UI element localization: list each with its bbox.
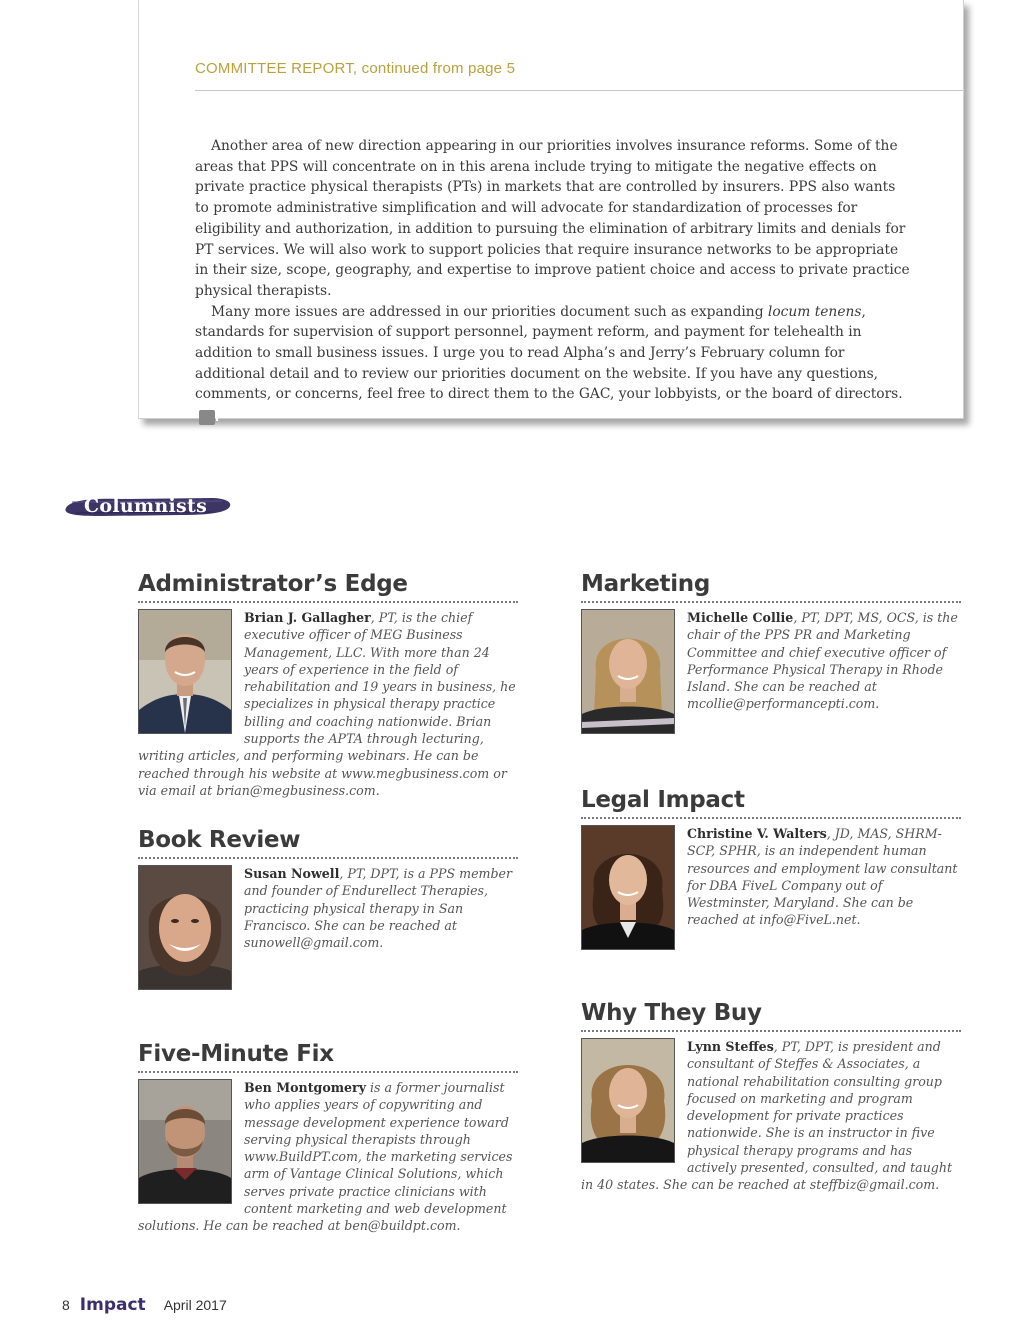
paragraph-2-text-b: , standards for supervision of support personnel, payment reform, and payment for telehealth in addition to small business issues. I urge you to read Alpha’s and Jerry’s February column for additional detail and to review our priorities document on the website. If you have any questions, comments, or concerns, feel free to direct them to the GAC, your lobbyists, or the board of directors.: [195, 303, 903, 403]
column-book-review: [138, 825, 518, 994]
columnist-name: Susan Nowell: [244, 866, 340, 881]
columnist-photo: [581, 825, 675, 950]
column-five-minute-fix: [138, 1039, 518, 1235]
column-administrators-edge: [138, 569, 518, 799]
page-footer: [62, 1295, 227, 1315]
dotted-rule: [138, 1071, 518, 1073]
columnist-name: Lynn Steffes: [687, 1039, 774, 1054]
paragraph-2-text-a: Many more issues are addressed in our priorities document such as expanding: [211, 303, 768, 320]
columnists-label: Columnists: [84, 495, 208, 517]
columnist-photo: [581, 1038, 675, 1163]
column-bio: [581, 825, 961, 929]
committee-report-box: [138, 0, 964, 425]
report-header: COMMITTEE REPORT, continued from page 5: [195, 60, 516, 77]
columnist-photo: [581, 609, 675, 734]
column-bio: [138, 865, 518, 951]
dotted-rule: [138, 601, 518, 603]
columnist-bio-text: is a former journalist who applies years of copywriting and message development experience toward serving physical therapists through www.BuildPT.com, the marketing services arm of Vantage Clinical Solutions, which serves private practice clinicians with content marketing and web development solutions. He can be reached at ben@buildpt.com.: [138, 1080, 513, 1234]
column-title: Why They Buy: [581, 1000, 762, 1026]
end-mark-icon: I: [199, 410, 215, 425]
magazine-name: Impact: [79, 1295, 146, 1315]
column-bio: [581, 609, 961, 713]
locum-tenens-italic: locum tenens: [767, 303, 862, 320]
columnist-bio-text: , PT, DPT, MS, OCS, is the chair of the PPS PR and Marketing Committee and chief executive officer of Performance Physical Therapy in Rhode Island. She can be reached at mcollie@performancepti.com.: [687, 610, 958, 712]
issue-date: April 2017: [163, 1297, 227, 1313]
columnist-bio-text: , PT, DPT, is president and consultant of Steffes & Associates, a national rehabilitation consulting group focused on marketing and program development for private practices nationwide. She is an instructor in five physical therapy programs and has actively presented, consulted, and taught in 40 states. She can be reached at steffbiz@gmail.com.: [581, 1039, 953, 1193]
columnist-name: Ben Montgomery: [244, 1080, 367, 1095]
columnist-name: Brian J. Gallagher: [244, 610, 371, 625]
columnists-banner: [62, 494, 232, 520]
report-body: [195, 136, 911, 426]
columnist-photo: [138, 609, 232, 734]
dotted-rule: [581, 817, 961, 819]
column-bio: [138, 609, 518, 799]
column-bio: [581, 1038, 961, 1194]
columnist-name: Michelle Collie: [687, 610, 794, 625]
column-title: Marketing: [581, 571, 711, 597]
column-title: Administrator’s Edge: [138, 571, 408, 597]
columnist-bio-text: , PT, is the chief executive officer of MEG Business Management, LLC. With more than 24 years of experience in the field of rehabilitation and 19 years in business, he specializes in physical therapy practice billing and coaching nationwide. Brian supports the APTA through lecturing, writing articles, and performing webinars. He can be reached through his website at www.megbusiness.com or via email at brian@megbusiness.com.: [138, 610, 516, 798]
report-paragraph-1: Another area of new direction appearing in our priorities involves insurance reforms. Some of the areas that PPS will concentrate on in this arena include trying to mitigate the negative effects on private practice physical therapists (PTs) in markets that are controlled by insurers. PPS also wants to promote administrative simplification and will advocate for standardization of processes for eligibility and authorization, in addition to pursuing the elimination of arbitrary limits and denials for PT services. We will also work to support policies that require insurance networks to be appropriate in their size, scope, geography, and expertise to improve patient choice and access to private practice physical therapists.: [195, 138, 910, 299]
header-rule: [195, 90, 963, 91]
columnist-photo: [138, 865, 232, 990]
page-number: 8: [62, 1297, 70, 1313]
report-paragraph-2: [195, 302, 911, 426]
column-title: Five-Minute Fix: [138, 1041, 334, 1067]
columnist-name: Christine V. Walters: [687, 826, 827, 841]
column-legal-impact: [581, 785, 961, 954]
columnist-photo: [138, 1079, 232, 1204]
column-title: Book Review: [138, 827, 301, 853]
column-why-they-buy: [581, 998, 961, 1194]
columnist-bio-text: , PT, DPT, is a PPS member and founder of Endurellect Therapies, practicing physical therapy in San Francisco. She can be reached at sunowell@gmail.com.: [244, 866, 513, 951]
columnist-bio-text: , JD, MAS, SHRM-SCP, SPHR, is an independent human resources and employment law consultant for DBA FiveL Company out of Westminster, Maryland. She can be reached at info@FiveL.net.: [687, 826, 958, 928]
column-title: Legal Impact: [581, 787, 745, 813]
dotted-rule: [138, 857, 518, 859]
dotted-rule: [581, 1030, 961, 1032]
column-bio: [138, 1079, 518, 1235]
dotted-rule: [581, 601, 961, 603]
column-marketing: [581, 569, 961, 738]
